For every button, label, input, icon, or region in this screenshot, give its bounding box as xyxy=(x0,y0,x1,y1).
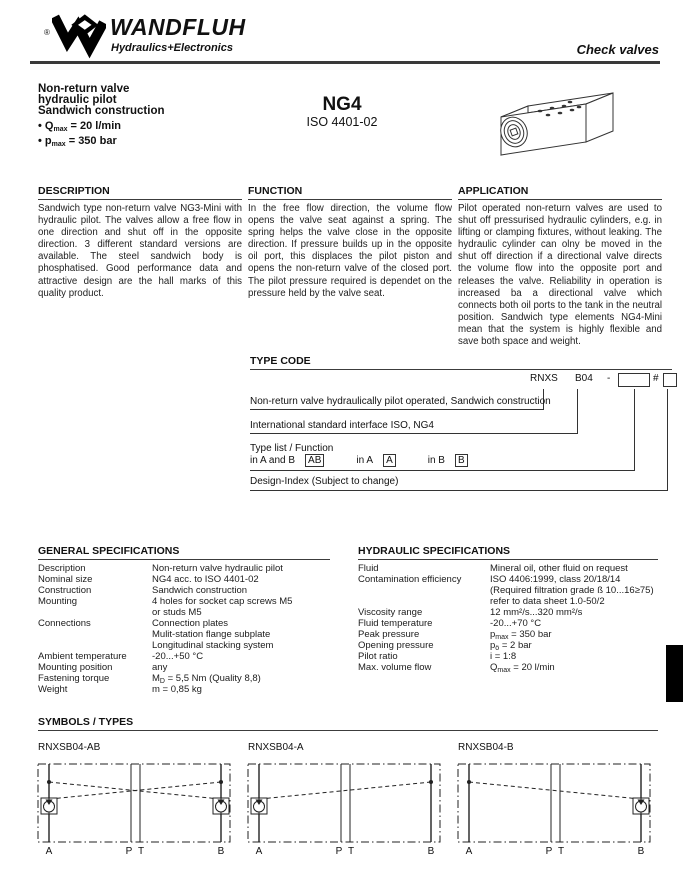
port-label: P xyxy=(335,846,343,857)
type-code-row-label: Type list / Function xyxy=(250,443,334,454)
type-code-row-label: Design-Index (Subject to change) xyxy=(250,476,399,487)
spec-row xyxy=(38,618,330,651)
design-index-box xyxy=(663,373,677,387)
spec-label: Ambient temperature xyxy=(38,651,127,662)
spec-value: m = 0,85 kg xyxy=(152,684,202,695)
spec-label: Contamination efficiency xyxy=(358,574,462,585)
hydraulic-symbol-b xyxy=(456,760,654,860)
general-specs-table xyxy=(38,563,330,695)
spec-label: Fluid xyxy=(358,563,379,574)
spec-label: Construction xyxy=(38,585,92,596)
spec-value: i = 1:8 xyxy=(490,651,517,662)
application-heading: APPLICATION xyxy=(458,185,662,200)
spec-label: Max. volume flow xyxy=(358,662,432,673)
spec-row xyxy=(38,574,330,585)
port-label: B xyxy=(637,846,645,857)
spec-row xyxy=(358,618,658,629)
port-label: A xyxy=(255,846,263,857)
spec-value: $Q_{max} = 20$ l/min xyxy=(490,662,555,674)
spec-value: ISO 4406:1999, class 20/18/14 (Required filtration grade ß 10...16≥75) refer to data sheet 1.0-50/2 xyxy=(490,574,654,607)
spec-label: Opening pressure xyxy=(358,640,434,651)
title-line: Non-return valve xyxy=(38,83,130,95)
product-title xyxy=(38,84,165,117)
type-list-option xyxy=(250,455,324,466)
spec-label: Viscosity range xyxy=(358,607,423,618)
function-section xyxy=(248,185,452,300)
page-index-tab xyxy=(666,645,683,702)
spec-label: Fluid temperature xyxy=(358,618,433,629)
brand-name: WANDFLUH xyxy=(110,14,246,40)
hydraulic-specifications xyxy=(358,546,658,673)
hydraulic-symbol-a xyxy=(246,760,444,860)
registered-mark: ® xyxy=(44,28,50,37)
type-list-option xyxy=(356,455,395,466)
port-label: A xyxy=(45,846,53,857)
option-code-box: B xyxy=(455,454,468,467)
spec-label: Weight xyxy=(38,684,68,695)
type-code-heading: TYPE CODE xyxy=(250,355,672,370)
port-label: P xyxy=(125,846,133,857)
header-rule xyxy=(30,61,660,64)
application-body: Pilot operated non-return valves are used to shut off pressurised hydraulic cylinders, e.g. in lifting or clamping fixtures, without leaking. The hydraulic cylinder can olny be moved in the shut off direction if a directional valve directs the volume flow into the opposite port and releases the valve. Reliability in operation is increased ba a directional valve which connects both oil ports to the tank in the neutral position. Sandwich type elements NG4-Mini mean that the system is highly flexible and save both space and weight. xyxy=(458,203,662,348)
spec-row xyxy=(38,596,330,618)
spec-row xyxy=(358,640,658,651)
spec-label: Nominal size xyxy=(38,574,93,585)
spec-value: $p_{max} = 350$ bar xyxy=(490,629,552,641)
type-code-part: RNXS xyxy=(530,373,558,384)
spec-bullet: • $Q_{max} = 20$ l/min xyxy=(38,120,121,133)
option-code-box: AB xyxy=(305,454,324,467)
spec-label: Peak pressure xyxy=(358,629,420,640)
option-code-box: A xyxy=(383,454,396,467)
wandfluh-logo-icon xyxy=(52,13,106,60)
spec-label: Mounting xyxy=(38,596,78,607)
spec-value: 4 holes for socket cap screws M5 or studs M5 xyxy=(152,596,293,618)
page-category: Check valves xyxy=(576,42,659,57)
iso-standard: ISO 4401-02 xyxy=(306,115,378,129)
spec-bullet: • $p_{max} = 350$ bar xyxy=(38,135,117,148)
option-prefix: in B xyxy=(427,455,445,466)
spec-label: Pilot ratio xyxy=(358,651,398,662)
spec-value: Sandwich construction xyxy=(152,585,248,596)
type-code-row-label: Non-return valve hydraulically pilot operated, Sandwich construction xyxy=(250,396,551,407)
spec-row xyxy=(358,563,658,574)
spec-label: Mounting position xyxy=(38,662,113,673)
port-label: A xyxy=(465,846,473,857)
spec-label: Connections xyxy=(38,618,91,629)
type-list-options xyxy=(250,455,500,466)
spec-row xyxy=(38,684,330,695)
type-code-part: - xyxy=(607,373,611,384)
port-label: B xyxy=(427,846,435,857)
type-name: RNXSB04-B xyxy=(458,742,514,753)
spec-row xyxy=(358,607,658,618)
spec-label: Description xyxy=(38,563,86,574)
type-code-string xyxy=(250,373,672,389)
type-code-part: # xyxy=(653,373,659,384)
spec-value: $M_D = 5,5$ Nm (Quality 8,8) xyxy=(152,673,261,685)
general-specifications xyxy=(38,546,330,695)
valve-drawing xyxy=(478,82,643,177)
spec-value: 12 mm²/s...320 mm²/s xyxy=(490,607,583,618)
type-list-option xyxy=(428,455,468,466)
spec-value: Non-return valve hydraulic pilot xyxy=(152,563,283,574)
spec-row xyxy=(38,673,330,684)
symbols-heading: SYMBOLS / TYPES xyxy=(38,716,658,731)
port-label: T xyxy=(347,846,355,857)
function-body: In the free flow direction, the volume flow opens the valve seat against a spring. The spring helps the valve close in the opposite direction. If pressure builds up in the opposite oil port, this displaces the pilot piston and opens the non-return valve of the closed port. The pilot pressure required is dependet on the pressure held by the valve seat. xyxy=(248,203,452,299)
spec-label: Fastening torque xyxy=(38,673,110,684)
type-name: RNXSB04-AB xyxy=(38,742,101,753)
description-heading: DESCRIPTION xyxy=(38,185,242,200)
port-label: T xyxy=(137,846,145,857)
general-specs-heading: GENERAL SPECIFICATIONS xyxy=(38,546,330,560)
port-label: P xyxy=(545,846,553,857)
spec-value: NG4 acc. to ISO 4401-02 xyxy=(152,574,259,585)
spec-value: -20...+70 °C xyxy=(490,618,542,629)
spec-value: $p_ö = 2$ bar xyxy=(490,640,532,652)
port-label: B xyxy=(217,846,225,857)
spec-row xyxy=(358,651,658,662)
hydraulic-specs-heading: HYDRAULIC SPECIFICATIONS xyxy=(358,546,658,560)
spec-row xyxy=(38,585,330,596)
type-code-row-label: International standard interface ISO, NG4 xyxy=(250,420,434,431)
spec-row xyxy=(358,629,658,640)
type-code-section xyxy=(250,355,672,500)
hydraulic-symbol-ab xyxy=(36,760,234,860)
port-label: T xyxy=(557,846,565,857)
title-line: Sandwich construction xyxy=(38,105,165,117)
model-designation: NG4 xyxy=(322,94,362,115)
spec-row xyxy=(38,662,330,673)
option-prefix: in A and B xyxy=(250,455,296,466)
brand-subtitle: Hydraulics+Electronics xyxy=(111,42,233,54)
spec-value: Connection plates Mulit-station flange subplate Longitudinal stacking system xyxy=(152,618,274,651)
spec-value: -20...+50 °C xyxy=(152,651,204,662)
type-name: RNXSB04-A xyxy=(248,742,304,753)
title-line: hydraulic pilot xyxy=(38,94,117,106)
hydraulic-specs-table xyxy=(358,563,658,673)
spec-row xyxy=(38,651,330,662)
application-section xyxy=(458,185,662,348)
spec-row xyxy=(358,662,658,673)
function-heading: FUNCTION xyxy=(248,185,452,200)
spec-row xyxy=(38,563,330,574)
spec-value: any xyxy=(152,662,168,673)
spec-row xyxy=(358,574,658,607)
spec-value: Mineral oil, other fluid on request xyxy=(490,563,628,574)
type-code-part: B04 xyxy=(575,373,593,384)
description-body: Sandwich type non-return valve NG3-Mini with hydraulic pilot. The valves allow a free flow in one direction and shut off in the opposite direction. 3 different standard versions are available. The steel sandwich body is phosphatised. Good performance data and attractive design are the hall marks of this quality product. xyxy=(38,203,242,299)
description-section xyxy=(38,185,242,300)
type-code-blank-box xyxy=(618,373,650,387)
option-prefix: in A xyxy=(356,455,374,466)
